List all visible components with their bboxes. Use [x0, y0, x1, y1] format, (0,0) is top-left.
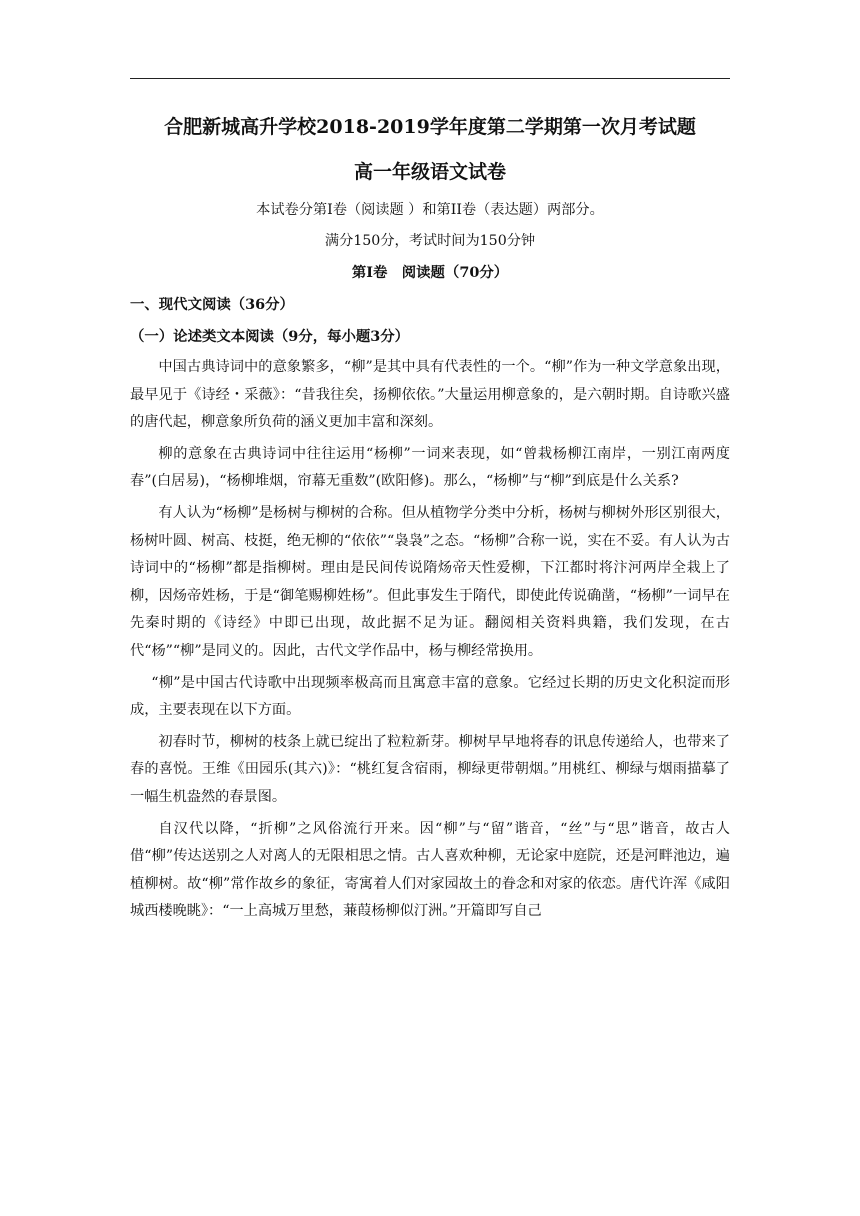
exam-subtitle: 高一年级语文试卷 — [353, 161, 506, 183]
part1-heading: 第Ⅰ卷 阅读题（70分） — [351, 264, 509, 281]
exam-title: 合肥新城高升学校2018-2019学年度第二学期第一次月考试题 — [164, 116, 696, 138]
paragraph-4: “柳”是中国古代诗歌中出现频率极高而且寓意丰富的意象。它经过长期的历史文化积淀而形成，主要表现在以下方面。 — [130, 674, 730, 719]
section1-heading: 一、现代文阅读（36分） — [130, 296, 294, 313]
header-rule — [130, 78, 730, 79]
page-content — [130, 112, 730, 926]
paragraph-5: 初春时节，柳树的枝条上就已绽出了粒粒新芽。柳树早早地将春的讯息传递给人，也带来了春的喜悦。王维《田园乐(其六)》：“桃红复含宿雨，柳绿更带朝烟。”用桃红、柳绿与烟雨描摹了一幅生机盎然的春景图。 — [130, 733, 730, 805]
paragraph-2: 柳的意象在古典诗词中往往运用“杨柳”一词来表现，如“曾栽杨柳江南岸，一别江南两度春”(白居易)，“杨柳堆烟，帘幕无重数”(欧阳修)。那么，“杨柳”与“柳”到底是什么关系? — [130, 445, 730, 490]
subsection1-heading: （一）论述类文本阅读（9分，每小题3分） — [130, 328, 410, 345]
paragraph-1: 中国古典诗词中的意象繁多，“柳”是其中具有代表性的一个。“柳”作为一种文学意象出现，最早见于《诗经・采薇》：“昔我往矣，扬柳依依。”大量运用柳意象的，是六朝时期。自诗歌兴盛的唐代起，柳意象所负荷的涵义更加丰富和深刻。 — [130, 359, 730, 431]
intro-structure: 本试卷分第Ⅰ卷（阅读题 ）和第II卷（表达题）两部分。 — [256, 202, 604, 218]
paragraph-3: 有人认为“杨柳”是杨树与柳树的合称。但从植物学分类中分析，杨树与柳树外形区别很大，杨树叶圆、树高、枝挺，绝无柳的“依依”“袅袅”之态。“杨柳”合称一说，实在不妥。有人认为古诗词中的“杨柳”都是指柳树。理由是民间传说隋炀帝天性爱柳，下江都时将汴河两岸全栽上了柳，因炀帝姓杨，于是“御笔赐柳姓杨”。但此事发生于隋代，即使此传说确凿，“杨柳”一词早在先秦时期的《诗经》中即已出现，故此据不足为证。翻阅相关资料典籍，我们发现，在古代“杨”“柳”是同义的。因此，古代文学作品中，杨与柳经常换用。 — [130, 504, 730, 659]
intro-score-time: 满分150分，考试时间为150分钟 — [324, 233, 536, 249]
paragraph-6: 自汉代以降，“折柳”之风俗流行开来。因“柳”与“留”谐音，“丝”与“思”谐音，故古人借“柳”传达送别之人对离人的无限相思之情。古人喜欢种柳，无论家中庭院，还是河畔池边，遍植柳树。故“柳”常作故乡的象征，寄寓着人们对家园故土的眷念和对家的依恋。唐代许浑《咸阳城西楼晚眺》：“一上高城万里愁，蒹葭杨柳似汀洲。”开篇即写自己 — [130, 820, 730, 920]
